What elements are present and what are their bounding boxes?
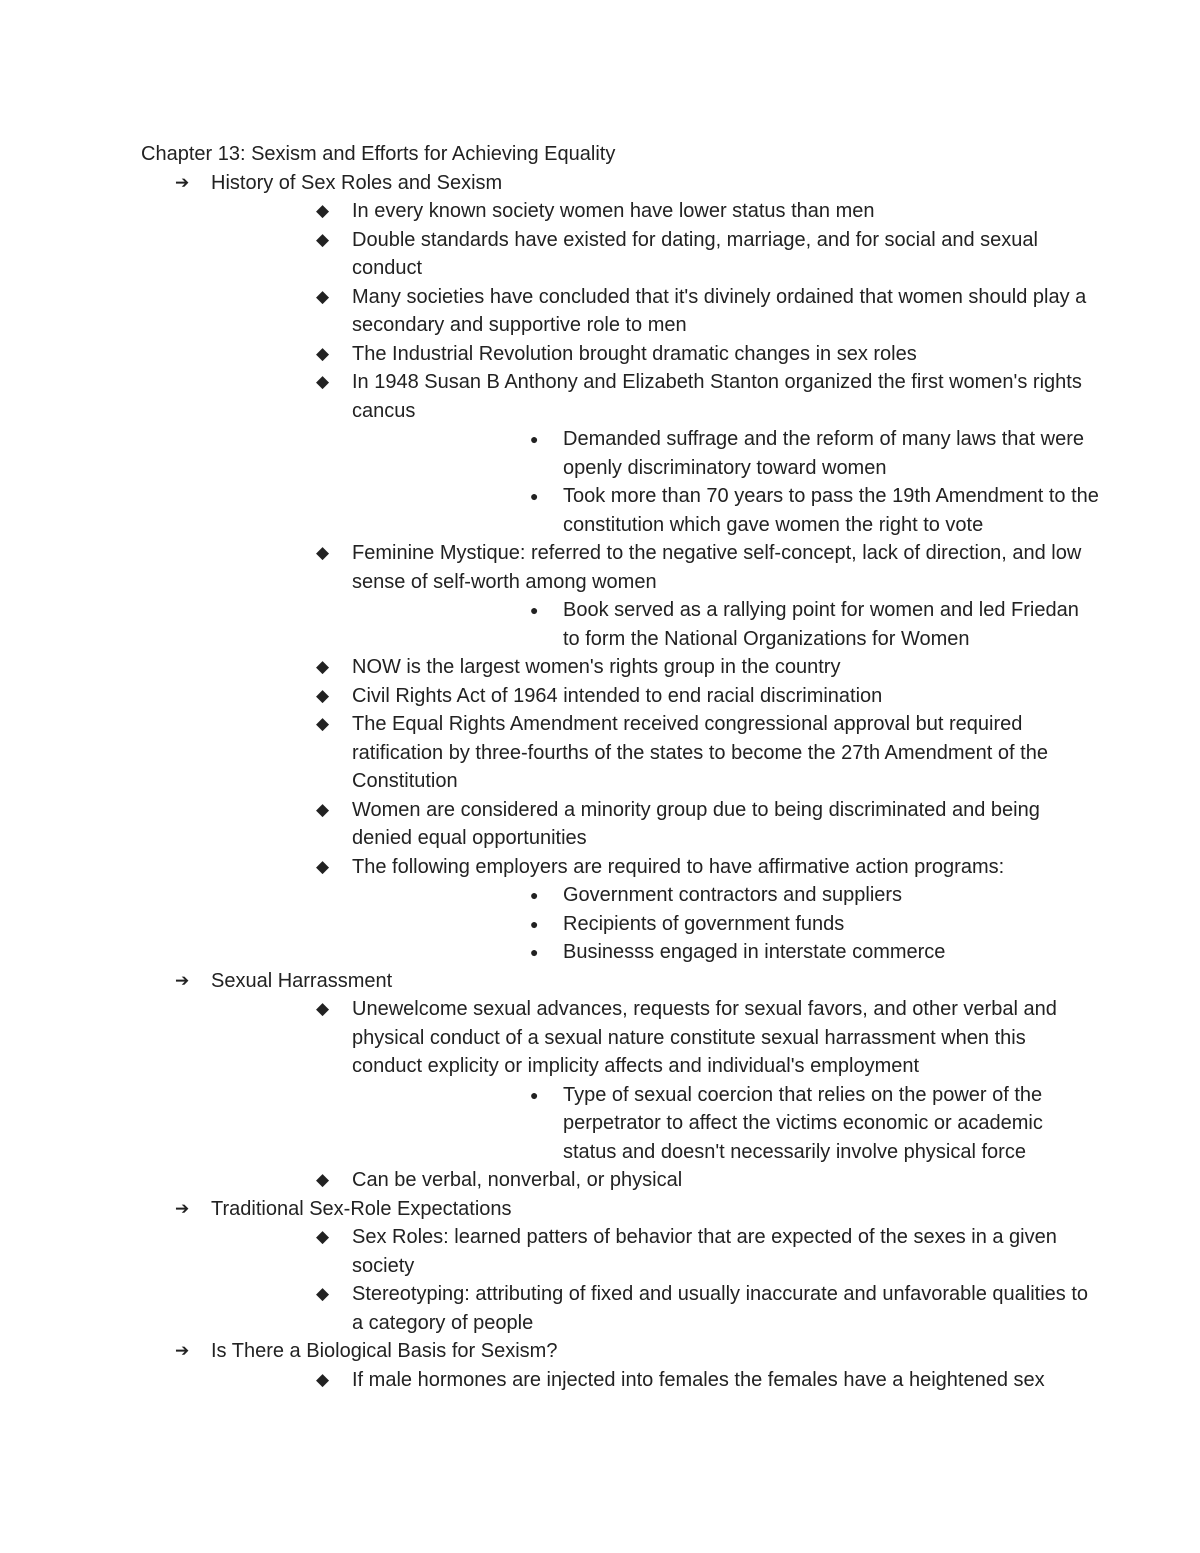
list-item — [211, 539, 1100, 653]
diamond-bullet-icon: ◆ — [316, 343, 330, 363]
sub-list-item-text: Took more than 70 years to pass the 19th Amendment to the constitution which gave women the right to vote — [563, 485, 1099, 536]
outline — [141, 169, 1100, 1395]
section-item — [141, 169, 1100, 967]
sub-items — [352, 596, 1100, 653]
list-item — [211, 368, 1100, 539]
section-items — [211, 197, 1100, 967]
list-item-text: Civil Rights Act of 1964 intended to end racial discrimination — [352, 684, 883, 707]
section-items — [211, 1366, 1100, 1395]
list-item-text: Can be verbal, nonverbal, or physical — [352, 1169, 683, 1191]
diamond-bullet-icon: ◆ — [316, 1170, 330, 1189]
circle-bullet-icon: ● — [530, 488, 539, 504]
arrow-right-icon: ➔ — [175, 970, 190, 990]
list-item — [211, 1223, 1100, 1280]
document-title: Chapter 13: Sexism and Efforts for Achieving Equality — [141, 143, 616, 165]
list-item — [211, 710, 1100, 796]
section-heading: Sexual Harrassment — [211, 969, 393, 992]
sub-list-item-text: Government contractors and suppliers — [563, 884, 903, 906]
circle-bullet-icon: ● — [530, 887, 539, 903]
sub-items — [352, 881, 1100, 967]
circle-bullet-icon: ● — [530, 944, 539, 960]
section-heading: Traditional Sex-Role Expectations — [211, 1197, 512, 1220]
sub-list-item — [352, 425, 1100, 482]
list-item-text: Women are considered a minority group due to being discriminated and being denied equal opportunities — [352, 798, 1040, 849]
sub-list-item-text: Demanded suffrage and the reform of many laws that were openly discriminatory toward women — [563, 428, 1085, 479]
diamond-bullet-icon: ◆ — [316, 714, 330, 733]
list-item — [211, 796, 1100, 853]
list-item — [211, 682, 1100, 711]
list-item-text: The following employers are required to have affirmative action programs: — [352, 855, 1005, 878]
list-item-text: In 1948 Susan B Anthony and Elizabeth Stanton organized the first women's rights cancus — [352, 371, 1082, 422]
circle-bullet-icon: ● — [530, 602, 539, 618]
list-item — [211, 653, 1100, 682]
circle-bullet-icon: ● — [530, 431, 539, 447]
diamond-bullet-icon: ◆ — [316, 286, 330, 306]
list-item — [211, 197, 1100, 226]
sub-items — [352, 425, 1100, 539]
section-item — [141, 1195, 1100, 1338]
diamond-bullet-icon: ◆ — [316, 799, 330, 819]
diamond-bullet-icon: ◆ — [316, 685, 330, 705]
section-item — [141, 967, 1100, 1195]
sub-list-item — [352, 881, 1100, 910]
diamond-bullet-icon: ◆ — [316, 657, 330, 676]
list-item-text: The Industrial Revolution brought dramatic changes in sex roles — [352, 342, 917, 365]
sub-list-item-text: Type of sexual coercion that relies on the power of the perpetrator to affect the victims economic or academic status and doesn't necessarily involve physical force — [563, 1083, 1043, 1163]
section-item — [141, 1337, 1100, 1394]
section-heading: Is There a Biological Basis for Sexism? — [211, 1340, 558, 1362]
sub-items — [352, 1081, 1100, 1167]
sub-list-item-text: Businesss engaged in interstate commerce — [563, 941, 946, 963]
list-item-text: In every known society women have lower status than men — [352, 200, 875, 222]
list-item-text: Many societies have concluded that it's divinely ordained that women should play a secondary and supportive role to men — [352, 285, 1087, 336]
diamond-bullet-icon: ◆ — [316, 1369, 330, 1389]
list-item — [211, 853, 1100, 967]
list-item — [211, 1166, 1100, 1195]
list-item-text: Double standards have existed for dating, marriage, and for social and sexual conduct — [352, 228, 1038, 279]
sub-list-item — [352, 1081, 1100, 1167]
diamond-bullet-icon: ◆ — [316, 229, 330, 249]
section-items — [211, 995, 1100, 1195]
list-item-text: Feminine Mystique: referred to the negative self-concept, lack of direction, and low sense of self-worth among women — [352, 542, 1082, 593]
diamond-bullet-icon: ◆ — [316, 201, 330, 220]
section-items — [211, 1223, 1100, 1337]
list-item — [211, 1366, 1100, 1395]
list-item-text: Stereotyping: attributing of fixed and usually inaccurate and unfavorable qualities to a category of people — [352, 1283, 1089, 1334]
list-item — [211, 226, 1100, 283]
sub-list-item — [352, 910, 1100, 939]
list-item-text: The Equal Rights Amendment received congressional approval but required ratification by three-fourths of the states to become the 27th Amendment of the Constitution — [352, 713, 1048, 792]
sub-list-item-text: Recipients of government funds — [563, 912, 845, 935]
circle-bullet-icon: ● — [530, 915, 539, 932]
sub-list-item-text: Book served as a rallying point for women and led Friedan to form the National Organizations for Women — [563, 599, 1079, 650]
diamond-bullet-icon: ◆ — [316, 856, 330, 876]
list-item — [211, 1280, 1100, 1337]
circle-bullet-icon: ● — [530, 1086, 539, 1103]
list-item-text: Unewelcome sexual advances, requests for sexual favors, and other verbal and physical conduct of a sexual nature constitute sexual harrassment when this conduct explicity or implicity affects and individual's employment — [352, 998, 1057, 1077]
sub-list-item — [352, 482, 1100, 539]
diamond-bullet-icon: ◆ — [316, 1227, 330, 1246]
sub-list-item — [352, 938, 1100, 967]
list-item-text: NOW is the largest women's rights group in the country — [352, 656, 841, 678]
diamond-bullet-icon: ◆ — [316, 372, 330, 391]
list-item-text: If male hormones are injected into females the females have a heightened sex — [352, 1368, 1045, 1391]
arrow-right-icon: ➔ — [175, 172, 190, 192]
section-heading: History of Sex Roles and Sexism — [211, 171, 503, 194]
diamond-bullet-icon: ◆ — [316, 1284, 330, 1303]
list-item — [211, 340, 1100, 369]
arrow-right-icon: ➔ — [175, 1341, 190, 1360]
list-item — [211, 283, 1100, 340]
diamond-bullet-icon: ◆ — [316, 999, 330, 1018]
diamond-bullet-icon: ◆ — [316, 543, 330, 562]
sub-list-item — [352, 596, 1100, 653]
list-item — [211, 995, 1100, 1166]
arrow-right-icon: ➔ — [175, 1198, 190, 1218]
list-item-text: Sex Roles: learned patters of behavior that are expected of the sexes in a given society — [352, 1226, 1057, 1277]
